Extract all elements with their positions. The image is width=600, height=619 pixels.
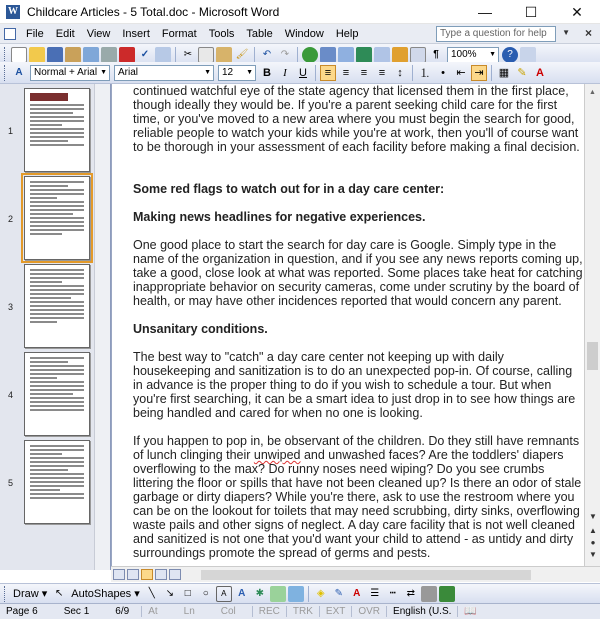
- save-icon[interactable]: [47, 47, 63, 63]
- status-page: Page 6: [6, 606, 38, 617]
- status-column: Col: [220, 606, 236, 617]
- toolbar-separator: [308, 586, 309, 602]
- thumbnail-number: 5: [8, 478, 14, 488]
- maximize-button[interactable]: ☐: [524, 3, 538, 20]
- draw-menu-button[interactable]: Draw ▾: [13, 588, 48, 600]
- redo-icon[interactable]: ↷: [280, 49, 290, 60]
- page-thumbnail-4[interactable]: [24, 352, 90, 436]
- next-page-icon[interactable]: ▼: [589, 550, 597, 559]
- word-app-icon: W: [8, 5, 18, 17]
- permission-icon[interactable]: [65, 47, 81, 63]
- section-heading: Some red flags to watch out for in a day care center:: [133, 182, 445, 196]
- toolbar-grip[interactable]: [4, 65, 7, 81]
- wordart-icon[interactable]: A: [238, 588, 246, 599]
- scroll-down-icon[interactable]: ▼: [589, 512, 597, 521]
- status-ovr[interactable]: OVR: [351, 606, 386, 617]
- thumbnail-number: 1: [8, 126, 14, 136]
- print-icon[interactable]: [101, 47, 117, 63]
- print-layout-view-icon[interactable]: [141, 569, 153, 580]
- zoom-select[interactable]: [447, 47, 499, 63]
- open-icon[interactable]: [29, 47, 45, 63]
- page-thumbnail-5[interactable]: [24, 440, 90, 524]
- text-run: If you happen to pop in, be observant of the children. Do they still have remnants of lunch clinging their: [133, 434, 580, 462]
- page-thumbnail-2[interactable]: [24, 176, 90, 260]
- print-preview-icon[interactable]: [119, 47, 135, 63]
- text-box-icon[interactable]: A: [216, 586, 232, 602]
- normal-view-icon[interactable]: [113, 569, 125, 580]
- menu-view[interactable]: View: [86, 27, 111, 40]
- thumbnails-pane: [0, 84, 111, 570]
- underline-button[interactable]: U: [299, 66, 307, 79]
- paragraph: [133, 434, 584, 560]
- select-browse-object-icon[interactable]: ●: [590, 538, 596, 547]
- thumbnail-number: 3: [8, 302, 14, 312]
- document-pane[interactable]: [111, 84, 584, 566]
- close-button[interactable]: ✕: [571, 3, 583, 20]
- line-spacing-icon[interactable]: ↕: [397, 66, 403, 79]
- status-section: Sec 1: [63, 606, 90, 617]
- toolbar-separator: [412, 65, 413, 81]
- align-right-icon[interactable]: ≡: [360, 66, 368, 79]
- font-size-select[interactable]: [218, 65, 256, 81]
- status-ext[interactable]: EXT: [319, 606, 351, 617]
- menu-insert[interactable]: Insert: [122, 27, 150, 40]
- web-layout-view-icon[interactable]: [127, 569, 139, 580]
- increase-indent-icon[interactable]: ⇥: [471, 65, 487, 81]
- borders-icon[interactable]: ▦: [498, 67, 510, 79]
- spelling-icon[interactable]: ✓: [140, 49, 150, 60]
- bullets-icon[interactable]: •: [441, 66, 445, 79]
- shadow-style-icon[interactable]: [421, 586, 437, 602]
- align-center-icon[interactable]: ≡: [342, 66, 350, 79]
- diagram-icon[interactable]: ✱: [255, 588, 264, 599]
- page-thumbnail-3[interactable]: [24, 264, 90, 348]
- subheading: Making news headlines for negative experiences.: [133, 210, 426, 224]
- paragraph: continued watchful eye of the state agency that licensed them in the first place, though ideally they would be. If you're a parent seeking child care for the first time, or you've moved to a new area where you must begin the search for good, reliable people to watch your kids while you're at work, then you'll of course want to be thorough in your assessment of each facility before making a final decision.: [133, 84, 580, 154]
- cut-icon[interactable]: ✂: [183, 49, 193, 60]
- title-bar: [0, 0, 600, 24]
- select-objects-icon[interactable]: ↖: [55, 588, 64, 599]
- email-icon[interactable]: [83, 47, 99, 63]
- document-body[interactable]: [133, 84, 584, 566]
- text-run: and unwashed faces? Are the toddlers' diapers overflowing to the max? Do runny noses need wiping? Do you see crumbs littering the floor or spills that have not been cleaned up? Is there an odor of stale garbage or dirty diapers? While you're there, ask to use the restroom where you can be on the lookout for toilets that may need scrubbing, dirty sinks, overflowing waste pails and other signs of neglect. A day care facility that is not well cleaned and sanitized is not one that you'd want your child to attend - as untidy and dirty surroundings promote the spread of germs and pests.: [133, 448, 582, 560]
- scroll-thumb[interactable]: [587, 342, 598, 370]
- menu-bar: [0, 24, 600, 44]
- status-bar: [0, 603, 600, 619]
- toolbar-separator: [315, 65, 316, 81]
- reading-layout-view-icon[interactable]: [169, 569, 181, 580]
- toolbar-separator: [297, 47, 298, 63]
- menu-table[interactable]: Table: [246, 27, 273, 40]
- italic-button[interactable]: I: [283, 66, 287, 79]
- oval-icon[interactable]: ○: [202, 588, 209, 599]
- bold-button[interactable]: B: [263, 66, 271, 79]
- autoshapes-menu-button[interactable]: AutoShapes ▾: [71, 588, 140, 600]
- insert-excel-icon[interactable]: [356, 47, 372, 63]
- status-language[interactable]: English (U.S.: [386, 606, 457, 617]
- close-document-button[interactable]: ×: [584, 26, 592, 40]
- menu-edit[interactable]: Edit: [55, 27, 75, 40]
- paragraph: The best way to "catch" a day care center not keeping up with daily housekeeping and sanitization is to do an unexpected pop-in. Of course, calling in advance is the proper thing to do if you wish to schedule a tour. But when you're first searching, it can be a smart idea to just drop in to see how things are being handled and cared for when no one is looking.: [133, 350, 576, 420]
- line-icon[interactable]: ╲: [148, 588, 155, 599]
- numbering-icon[interactable]: ⒈: [419, 67, 431, 80]
- style-select[interactable]: [30, 65, 110, 81]
- thumbnail-number: 2: [8, 214, 14, 224]
- horizontal-scrollbar[interactable]: [111, 566, 600, 582]
- scroll-up-icon[interactable]: ▲: [589, 88, 596, 96]
- fill-color-icon[interactable]: ◈: [316, 588, 325, 599]
- window-title: Childcare Articles - 5 Total.doc - Microsoft Word: [27, 4, 280, 19]
- tables-borders-icon[interactable]: [320, 47, 336, 63]
- font-value: Arial: [118, 66, 139, 78]
- vertical-scrollbar[interactable]: [584, 84, 600, 566]
- insert-table-icon[interactable]: [338, 47, 354, 63]
- document-map-icon[interactable]: [410, 47, 426, 63]
- read-icon[interactable]: [520, 47, 536, 63]
- style-value: Normal + Arial: [34, 66, 98, 78]
- minimize-button[interactable]: —: [478, 4, 492, 20]
- formatting-toolbar: [0, 62, 600, 84]
- spelling-status-icon[interactable]: 📖: [457, 606, 482, 617]
- misspelled-word[interactable]: unwiped: [253, 448, 301, 462]
- outline-view-icon[interactable]: [155, 569, 167, 580]
- status-page-count: 6/9: [115, 606, 130, 617]
- undo-icon[interactable]: ↶: [262, 49, 272, 60]
- status-rec[interactable]: REC: [252, 606, 286, 617]
- new-icon[interactable]: [11, 47, 27, 63]
- menu-file[interactable]: File: [26, 27, 44, 40]
- status-trk[interactable]: TRK: [286, 606, 319, 617]
- columns-icon[interactable]: [374, 47, 390, 63]
- line-style-icon[interactable]: ☰: [370, 588, 380, 599]
- copy-icon[interactable]: [198, 47, 214, 63]
- document-icon[interactable]: [4, 28, 16, 40]
- arrow-icon[interactable]: ↘: [165, 588, 174, 599]
- menu-format[interactable]: Format: [161, 27, 197, 40]
- menu-tools[interactable]: Tools: [208, 27, 235, 40]
- toolbar-separator: [491, 65, 492, 81]
- ask-question-input[interactable]: Type a question for help: [436, 26, 556, 42]
- 3d-style-icon[interactable]: [439, 586, 455, 602]
- toolbar-grip[interactable]: [4, 47, 7, 63]
- align-left-icon[interactable]: ≡: [320, 65, 336, 81]
- show-hide-icon[interactable]: ¶: [433, 49, 439, 60]
- styles-formatting-icon[interactable]: A: [15, 67, 23, 78]
- subheading: Unsanitary conditions.: [133, 322, 268, 336]
- chevron-down-icon: ▼: [246, 68, 253, 76]
- toolbar-separator: [254, 47, 255, 63]
- drawing-icon[interactable]: [392, 47, 408, 63]
- font-color-icon[interactable]: A: [536, 66, 544, 79]
- arrow-style-icon[interactable]: ⇄: [406, 588, 415, 599]
- rectangle-icon[interactable]: □: [184, 588, 191, 599]
- menu-help[interactable]: Help: [335, 27, 359, 40]
- insert-picture-icon[interactable]: [288, 586, 304, 602]
- clip-art-icon[interactable]: [270, 586, 286, 602]
- page-thumbnail-1[interactable]: [24, 88, 90, 172]
- window-controls: [462, 0, 600, 24]
- ask-dropdown-icon[interactable]: ▼: [562, 28, 570, 37]
- zoom-value: 100%: [451, 48, 477, 60]
- previous-page-icon[interactable]: ▲: [589, 526, 597, 535]
- menu-window[interactable]: Window: [284, 27, 324, 40]
- chevron-down-icon: ▼: [489, 50, 496, 58]
- font-size-value: 12: [222, 66, 234, 78]
- font-select[interactable]: [114, 65, 214, 81]
- status-line: Ln: [183, 606, 195, 617]
- paragraph: One good place to start the search for day care is Google. Simply type in the name of the organization in question, and if you see any news reports coming up, take a good, close look at what was reported. Some places take heat for catching inappropriate behavior on security cameras, come under scrutiny by the board of health, or may have other incidences reported that would concern any parent.: [133, 238, 583, 308]
- dash-style-icon[interactable]: ┅: [389, 588, 396, 599]
- highlight-icon[interactable]: ✎: [517, 67, 527, 79]
- hyperlink-icon[interactable]: [302, 47, 318, 63]
- paste-icon[interactable]: [216, 47, 232, 63]
- toolbar-separator: [175, 47, 176, 63]
- help-icon[interactable]: ?: [502, 47, 518, 63]
- format-painter-icon[interactable]: 🖌: [235, 49, 249, 60]
- status-at: At: [141, 606, 163, 617]
- font-color-icon[interactable]: A: [353, 588, 361, 599]
- thumbnails-scrollbar[interactable]: [94, 84, 110, 570]
- research-icon[interactable]: [155, 47, 171, 63]
- drawing-toolbar: [0, 583, 600, 603]
- thumbnail-number: 4: [8, 390, 14, 400]
- justify-icon[interactable]: ≡: [378, 66, 386, 79]
- decrease-indent-icon[interactable]: ⇤: [456, 67, 466, 79]
- chevron-down-icon: ▼: [100, 68, 107, 76]
- chevron-down-icon: ▼: [204, 68, 211, 76]
- line-color-icon[interactable]: ✎: [334, 588, 343, 599]
- toolbar-grip[interactable]: [4, 586, 7, 602]
- horizontal-scroll-thumb[interactable]: [201, 570, 531, 580]
